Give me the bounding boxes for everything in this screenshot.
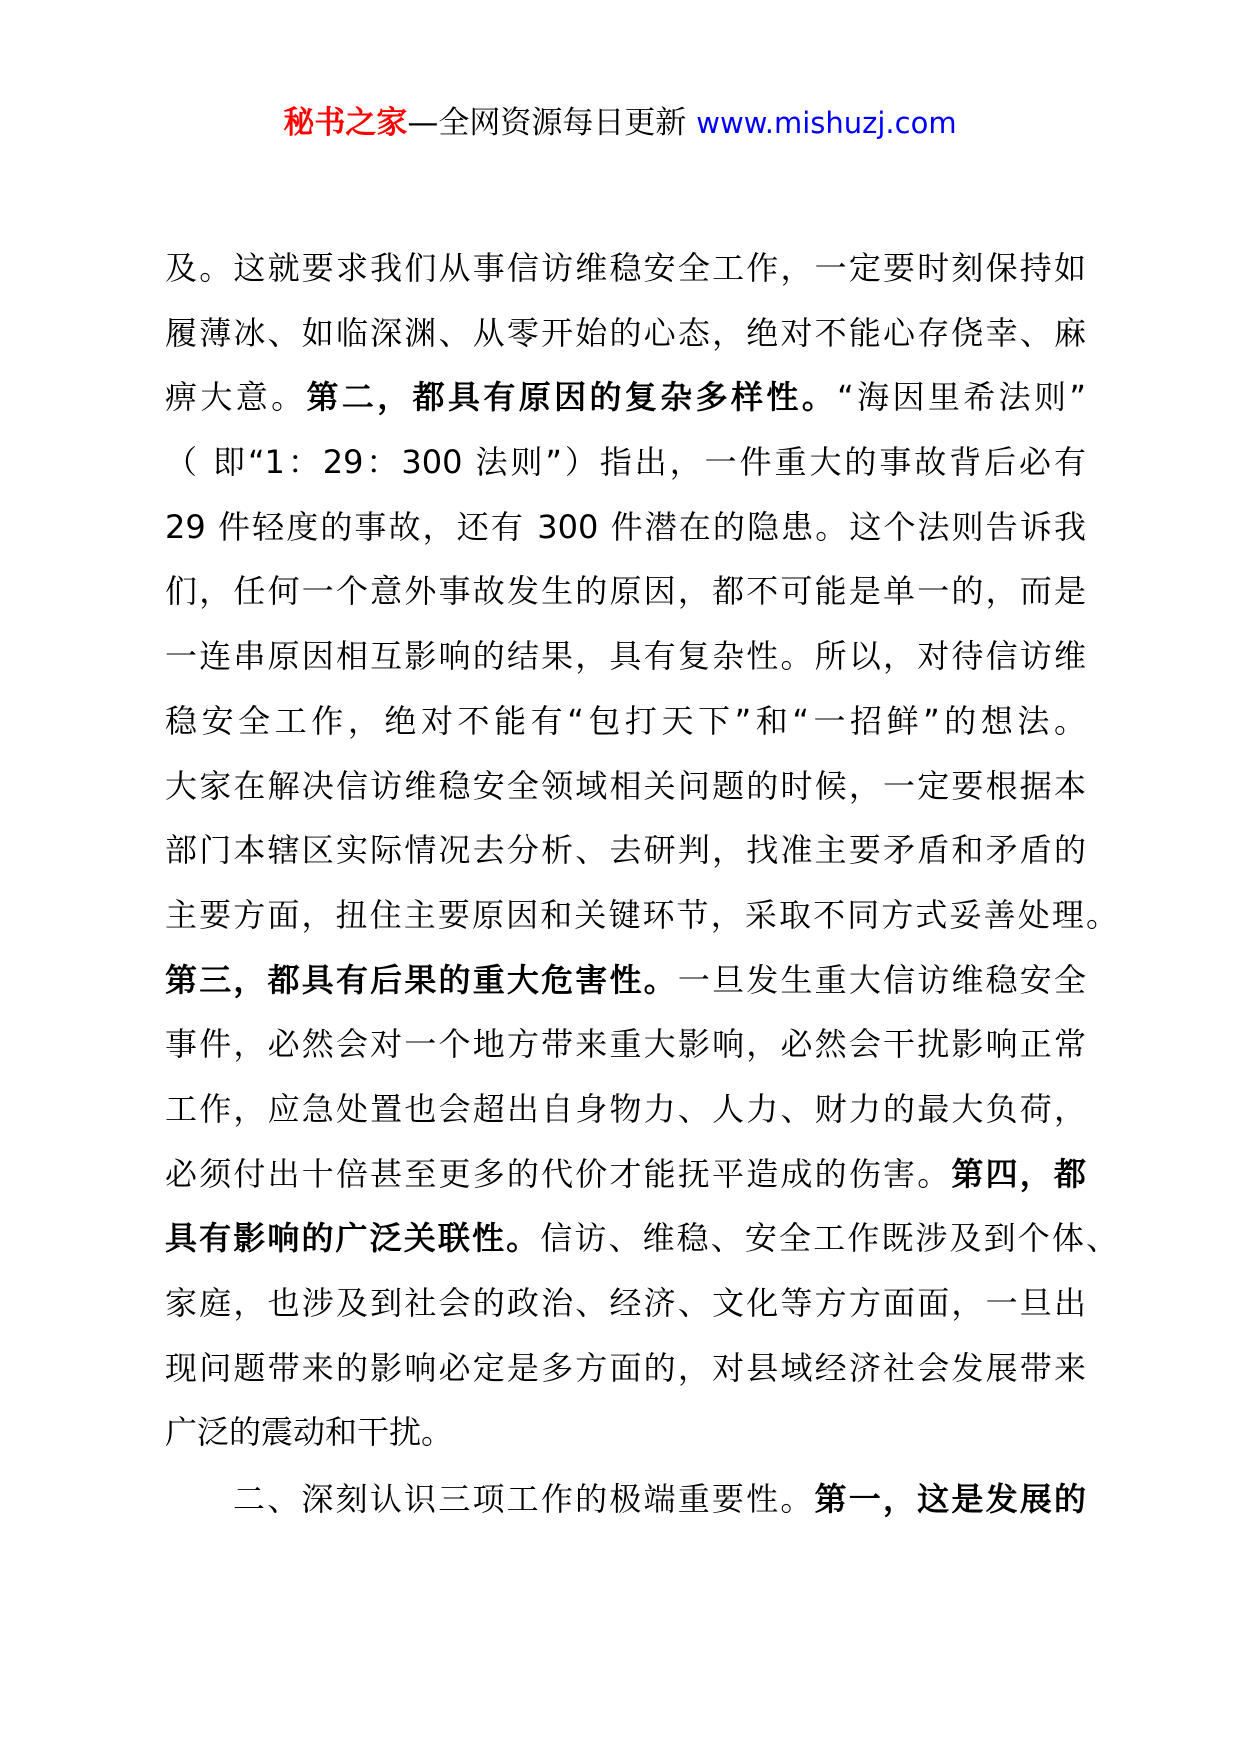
paragraph — [165, 1467, 1118, 1532]
text-line — [165, 1077, 1086, 1142]
text-run: 履薄冰、如临深渊、从零开始的心态，绝对不能心存侥幸、麻 — [165, 313, 1086, 352]
text-line — [165, 1142, 1086, 1207]
bold-text-run: 第一，这是发展的 — [814, 1480, 1086, 1519]
text-line — [165, 948, 1086, 1013]
site-brand-name: 秘书之家 — [283, 105, 408, 141]
text-run: 广泛的震动和干扰。 — [165, 1413, 454, 1452]
text-run: 痹大意。 — [165, 378, 307, 417]
text-run: 二、深刻认识三项工作的极端重要性。 — [233, 1480, 815, 1519]
text-line — [165, 236, 1086, 301]
text-line — [165, 1206, 1118, 1271]
text-run: 必须付出十倍甚至更多的代价才能抚平造成的伤害。 — [165, 1154, 952, 1193]
text-run: 现问题带来的影响必定是多方面的，对县域经济社会发展带来 — [165, 1348, 1086, 1387]
bold-text-run: 第四，都 — [951, 1154, 1086, 1193]
site-url: www.mishuzj.com — [696, 106, 957, 140]
text-line — [165, 1012, 1086, 1077]
text-line — [165, 365, 1086, 430]
bold-text-run: 第三，都具有后果的重大危害性。 — [165, 960, 678, 999]
site-header — [0, 103, 1240, 143]
text-line — [165, 689, 1086, 754]
text-run: 一旦发生重大信访维稳安全 — [677, 960, 1086, 999]
text-run: 稳安全工作，绝对不能有“包打天下”和“一招鲜”的想法。 — [165, 701, 1086, 740]
text-line — [165, 1467, 1086, 1532]
text-run: 工作，应急处置也会超出自身物力、人力、财力的最大负荷， — [165, 1089, 1086, 1128]
text-line — [165, 1271, 1086, 1336]
paragraph — [165, 236, 1118, 1465]
text-run: 们，任何一个意外事故发生的原因，都不可能是单一的，而是 — [165, 572, 1086, 611]
text-run: 一连串原因相互影响的结果，具有复杂性。所以，对待信访维 — [165, 637, 1086, 676]
text-line — [165, 559, 1086, 624]
document-body — [165, 236, 1118, 1532]
bold-text-run: 第二，都具有原因的复杂多样性。 — [306, 378, 838, 417]
text-line — [165, 818, 1086, 883]
text-run: 信访、维稳、安全工作既涉及到个体、 — [540, 1219, 1118, 1258]
text-line — [165, 495, 1086, 560]
text-run: 及。这就要求我们从事信访维稳安全工作，一定要时刻保持如 — [165, 249, 1086, 287]
text-line — [165, 883, 1118, 948]
text-line — [165, 430, 1086, 495]
site-tagline: —全网资源每日更新 — [407, 105, 687, 141]
text-run: 大家在解决信访维稳安全领域相关问题的时候，一定要根据本 — [165, 766, 1086, 805]
text-line — [165, 1400, 1086, 1465]
text-run: 主要方面，扭住主要原因和关键环节，采取不同方式妥善处理。 — [165, 895, 1118, 934]
text-run: 事件，必然会对一个地方带来重大影响，必然会干扰影响正常 — [165, 1025, 1086, 1064]
text-run: 家庭，也涉及到社会的政治、经济、文化等方方面面，一旦出 — [165, 1284, 1086, 1322]
text-run: （ 即“1：29：300 法则”）指出，一件重大的事故背后必有 — [165, 443, 1086, 482]
text-line — [165, 1336, 1086, 1401]
text-run: “海因里希法则” — [837, 378, 1086, 417]
text-line — [165, 754, 1086, 819]
text-run: 部门本辖区实际情况去分析、去研判，找准主要矛盾和矛盾的 — [165, 831, 1086, 870]
text-line — [165, 301, 1086, 366]
bold-text-run: 具有影响的广泛关联性。 — [165, 1219, 541, 1258]
text-run: 29 件轻度的事故，还有 300 件潜在的隐患。这个法则告诉我 — [165, 507, 1086, 546]
text-line — [165, 624, 1086, 689]
